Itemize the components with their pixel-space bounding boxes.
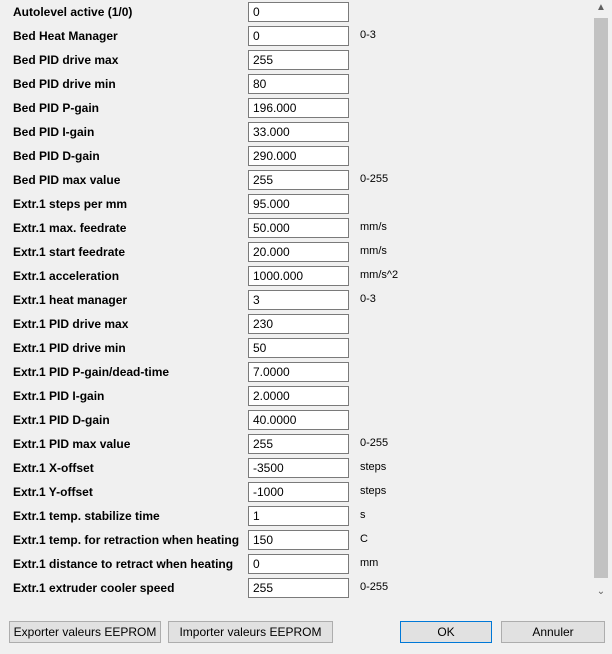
setting-value-input[interactable]: 0: [248, 26, 349, 46]
ok-button[interactable]: OK: [400, 621, 492, 643]
setting-value-input[interactable]: 255: [248, 578, 349, 598]
setting-row: [0, 146, 592, 170]
setting-label: Bed PID max value: [13, 173, 121, 187]
setting-label: Extr.1 temp. stabilize time: [13, 509, 160, 523]
setting-label: Autolevel active (1/0): [13, 5, 133, 19]
setting-unit: mm/s^2: [360, 269, 399, 281]
setting-row: [0, 290, 592, 314]
setting-label: Extr.1 max. feedrate: [13, 221, 127, 235]
setting-value-input[interactable]: 50: [248, 338, 349, 358]
setting-value-input[interactable]: 2.0000: [248, 386, 349, 406]
cancel-button[interactable]: Annuler: [501, 621, 605, 643]
setting-value-input[interactable]: 7.0000: [248, 362, 349, 382]
setting-label: Bed PID I-gain: [13, 125, 95, 139]
setting-row: [0, 74, 592, 98]
setting-row: [0, 2, 592, 26]
setting-value-input[interactable]: 230: [248, 314, 349, 334]
setting-row: [0, 386, 592, 410]
setting-unit: s: [360, 509, 366, 521]
setting-value-input[interactable]: 95.000: [248, 194, 349, 214]
setting-unit: mm/s: [360, 221, 387, 233]
setting-label: Extr.1 heat manager: [13, 293, 128, 307]
setting-label: Extr.1 start feedrate: [13, 245, 126, 259]
setting-unit: 0-255: [360, 437, 389, 449]
scrollbar-thumb[interactable]: [594, 18, 608, 578]
setting-label: Extr.1 PID P-gain/dead-time: [13, 365, 170, 379]
setting-row: [0, 218, 592, 242]
setting-label: Extr.1 temp. for retraction when heating: [13, 533, 240, 547]
setting-value-input[interactable]: 196.000: [248, 98, 349, 118]
setting-row: [0, 362, 592, 386]
setting-row: [0, 170, 592, 194]
export-eeprom-button[interactable]: Exporter valeurs EEPROM: [9, 621, 161, 643]
setting-label: Bed PID drive min: [13, 77, 116, 91]
setting-label: Bed Heat Manager: [13, 29, 118, 43]
setting-label: Extr.1 steps per mm: [13, 197, 128, 211]
setting-unit: steps: [360, 461, 387, 473]
setting-row: [0, 50, 592, 74]
setting-label: Extr.1 PID max value: [13, 437, 131, 451]
chevron-down-icon[interactable]: ⌄: [596, 586, 606, 597]
setting-row: [0, 98, 592, 122]
setting-label: Extr.1 Y-offset: [13, 485, 93, 499]
setting-label: Extr.1 distance to retract when heating: [13, 557, 234, 571]
chevron-up-icon[interactable]: ▲: [596, 2, 606, 13]
setting-value-input[interactable]: 0: [248, 2, 349, 22]
setting-row: [0, 194, 592, 218]
setting-value-input[interactable]: 20.000: [248, 242, 349, 262]
setting-label: Bed PID drive max: [13, 53, 119, 67]
setting-value-input[interactable]: 1000.000: [248, 266, 349, 286]
setting-row: [0, 266, 592, 290]
setting-unit: C: [360, 533, 368, 545]
setting-label: Extr.1 PID drive min: [13, 341, 126, 355]
setting-label: Extr.1 PID drive max: [13, 317, 129, 331]
setting-label: Extr.1 acceleration: [13, 269, 120, 283]
setting-value-input[interactable]: 255: [248, 434, 349, 454]
setting-value-input[interactable]: 255: [248, 170, 349, 190]
setting-label: Bed PID D-gain: [13, 149, 100, 163]
setting-unit: 0-255: [360, 173, 389, 185]
setting-unit: 0-3: [360, 29, 376, 41]
setting-row: [0, 434, 592, 458]
setting-row: [0, 242, 592, 266]
setting-row: [0, 458, 592, 482]
setting-row: [0, 482, 592, 506]
setting-row: [0, 578, 592, 602]
setting-value-input[interactable]: 0: [248, 554, 349, 574]
vertical-scrollbar[interactable]: [592, 0, 610, 602]
setting-unit: mm: [360, 557, 379, 569]
setting-value-input[interactable]: 1: [248, 506, 349, 526]
setting-value-input[interactable]: 33.000: [248, 122, 349, 142]
import-eeprom-button[interactable]: Importer valeurs EEPROM: [168, 621, 333, 643]
setting-value-input[interactable]: 3: [248, 290, 349, 310]
setting-unit: mm/s: [360, 245, 387, 257]
setting-row: [0, 338, 592, 362]
setting-label: Bed PID P-gain: [13, 101, 100, 115]
setting-unit: steps: [360, 485, 387, 497]
setting-row: [0, 410, 592, 434]
setting-value-input[interactable]: 50.000: [248, 218, 349, 238]
setting-row: [0, 122, 592, 146]
setting-value-input[interactable]: 255: [248, 50, 349, 70]
setting-row: [0, 554, 592, 578]
setting-value-input[interactable]: -1000: [248, 482, 349, 502]
setting-label: Extr.1 PID D-gain: [13, 413, 110, 427]
setting-row: [0, 506, 592, 530]
setting-value-input[interactable]: 40.0000: [248, 410, 349, 430]
setting-value-input[interactable]: 80: [248, 74, 349, 94]
setting-label: Extr.1 PID I-gain: [13, 389, 105, 403]
setting-value-input[interactable]: 150: [248, 530, 349, 550]
setting-row: [0, 314, 592, 338]
setting-label: Extr.1 extruder cooler speed: [13, 581, 175, 595]
setting-unit: 0-3: [360, 293, 376, 305]
setting-row: [0, 530, 592, 554]
setting-unit: 0-255: [360, 581, 389, 593]
setting-value-input[interactable]: 290.000: [248, 146, 349, 166]
setting-value-input[interactable]: -3500: [248, 458, 349, 478]
setting-label: Extr.1 X-offset: [13, 461, 94, 475]
setting-row: [0, 26, 592, 50]
